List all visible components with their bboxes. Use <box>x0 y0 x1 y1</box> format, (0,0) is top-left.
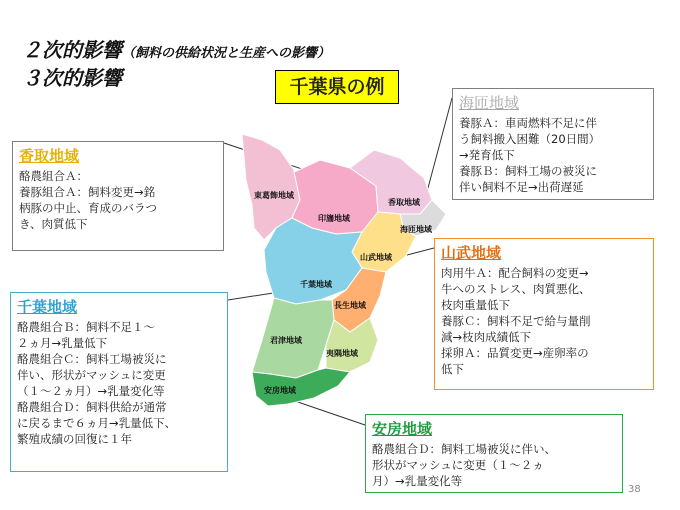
region-label-katori: 香取地域 <box>388 198 420 207</box>
katori-line: き、肉質低下 <box>19 217 88 231</box>
awa-box <box>365 414 623 493</box>
leader-line-awa <box>292 400 365 425</box>
chiba-line: （１～２ヵ月）→乳量変化等 <box>17 384 165 398</box>
sanbu-line: 減→枝肉成績低下 <box>441 330 532 344</box>
page-number: 38 <box>628 484 641 495</box>
chiba-line: に戻るまで６ヵ月→乳量低下、 <box>17 416 177 430</box>
katori-line: 養豚組合Ａ：飼料変更→銘 <box>19 185 156 199</box>
kaiso-line: 養豚Ｂ：飼料工場の被災に <box>459 164 597 178</box>
chiba-box <box>10 292 228 472</box>
region-label-sanbu: 山武地域 <box>360 253 392 262</box>
katori-heading: 香取地域 <box>19 147 80 165</box>
kaiso-box <box>452 88 654 200</box>
region-label-inba: 印旛地域 <box>318 214 350 223</box>
chiba-line: 酪農組合Ｄ：飼料供給が通常 <box>17 400 167 414</box>
sanbu-line: 養豚Ｃ：飼料不足で給与量削 <box>441 314 591 328</box>
chiba-line: 伴い、形状がマッシュに変更 <box>17 368 166 382</box>
kaiso-line: う飼料搬入困難（20日間） <box>459 132 601 146</box>
sanbu-line: 牛へのストレス、肉質悪化、 <box>441 282 591 296</box>
region-label-isumi: 夷隅地域 <box>326 349 358 358</box>
title-tertiary-impact: ３次的影響 <box>22 66 122 90</box>
kaiso-line: →発育低下 <box>459 148 515 162</box>
sanbu-box <box>434 238 654 390</box>
chiba-heading: 千葉地域 <box>17 298 78 316</box>
chiba-line: ２ヵ月→乳量低下 <box>17 336 108 350</box>
sanbu-line: 低下 <box>441 362 464 376</box>
katori-line: 柄豚の中止、育成のバラつ <box>19 201 157 215</box>
sanbu-line: 枝肉重量低下 <box>441 298 510 312</box>
kaiso-line: 伴い飼料不足→出荷遅延 <box>459 180 584 194</box>
region-label-awa: 安房地域 <box>264 386 296 395</box>
awa-line: 月）→乳量変化等 <box>372 474 463 488</box>
sanbu-line: 肉用牛Ａ：配合飼料の変更→ <box>441 266 589 280</box>
chiba-line: 繁殖成績の回復に１年 <box>17 432 132 446</box>
title-secondary-main: ２次的影響 <box>22 38 122 62</box>
region-label-chosei: 長生地域 <box>334 301 366 310</box>
chiba-line: 酪農組合Ｃ：飼料工場被災に <box>17 352 167 366</box>
awa-line: 酪農組合Ｄ：飼料工場被災に伴い、 <box>372 442 556 456</box>
region-label-kaiso: 海匝地域 <box>400 225 432 234</box>
example-label: 千葉県の例 <box>275 70 399 104</box>
sanbu-heading: 山武地域 <box>441 244 502 262</box>
kaiso-heading: 海匝地域 <box>459 94 520 112</box>
region-label-kimitsu: 君津地域 <box>270 336 302 345</box>
title-secondary-sub: （飼料の供給状況と生産への影響） <box>122 46 331 61</box>
region-label-higashikatsushika: 東葛飾地域 <box>254 191 294 200</box>
kaiso-line: 養豚Ａ：車両燃料不足に伴 <box>459 116 597 130</box>
katori-line: 酪農組合Ａ： <box>19 169 88 183</box>
awa-line: 形状がマッシュに変更（１～２ヵ <box>372 458 544 472</box>
chiba-line: 酪農組合Ｂ：飼料不足１～ <box>17 320 155 334</box>
awa-heading: 安房地域 <box>372 420 433 438</box>
katori-box <box>12 141 224 251</box>
sanbu-line: 採卵Ａ：品質変更→産卵率の <box>441 346 589 360</box>
region-label-chiba: 千葉地域 <box>300 280 332 289</box>
